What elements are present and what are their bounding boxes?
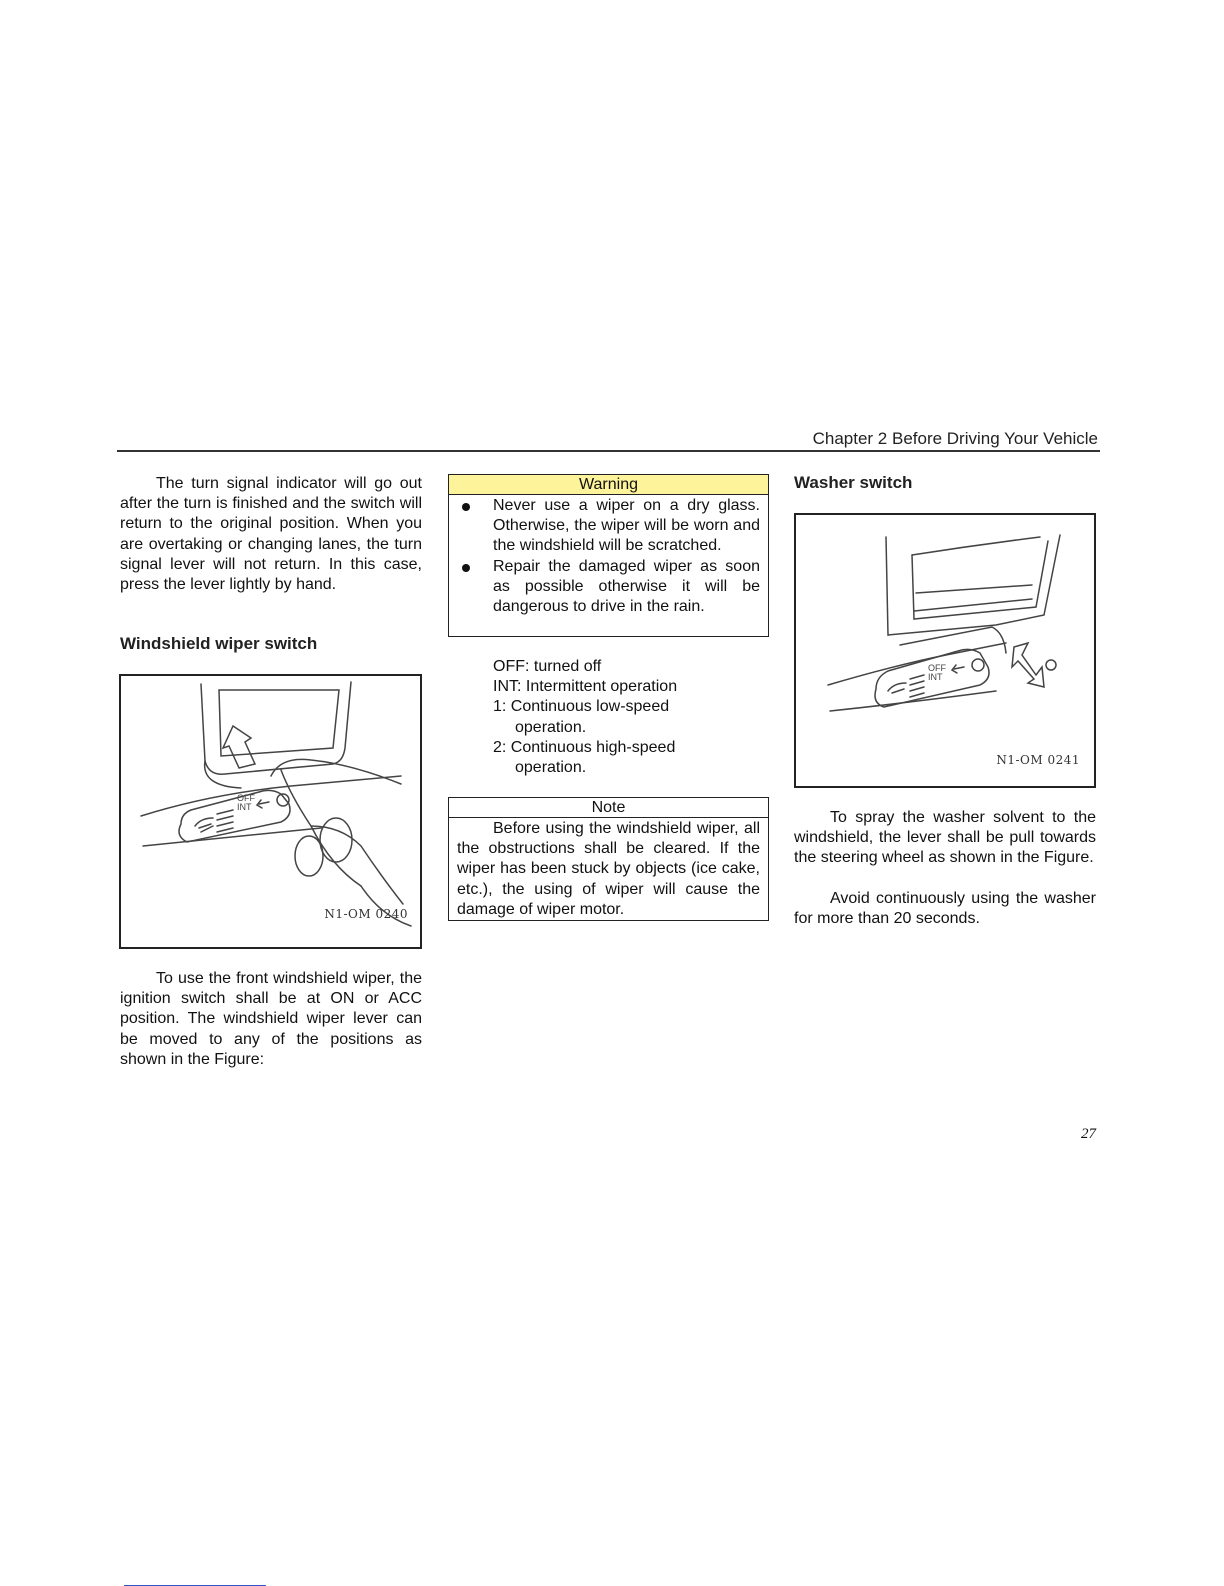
washer-off-label: OFF (928, 663, 946, 673)
wiper-positions-list (493, 657, 763, 778)
page-number: 27 (1081, 1126, 1096, 1142)
warning-title: Warning (449, 475, 768, 495)
position-2-continuation: operation. (515, 759, 587, 777)
position-1: 1: Continuous low-speed (493, 698, 670, 716)
note-box (448, 797, 769, 921)
left-intro-paragraph: The turn signal indicator will go out after the turn is finished and the switch will return to the original position. When you are overtaking or changing lanes, the turn signal lever will not return. In this case, press the lever lightly by hand. (120, 475, 422, 594)
note-text: Before using the windshield wiper, all the obstructions shall be cleared. If the wiper has been stuck by objects (ice cake, etc.), the using of wiper will cause the damage of wiper motor. (457, 820, 760, 918)
figure-code-0241: N1-OM 0241 (996, 753, 1080, 767)
position-1-continuation: operation. (515, 718, 587, 736)
washer-int-label: INT (928, 672, 943, 682)
washer-lever-illustration (796, 515, 1094, 786)
bullet-icon (462, 503, 470, 511)
warning-item-text: Repair the damaged wiper as soon as possible otherwise it will be dangerous to drive in the rain. (493, 557, 760, 616)
position-int: INT: Intermittent operation (493, 678, 678, 696)
warning-item (449, 496, 768, 557)
warning-box (448, 474, 769, 637)
warning-item-text: Never use a wiper on a dry glass. Otherwise, the wiper will be worn and the windshield will be scratched. (493, 497, 760, 555)
position-2: 2: Continuous high-speed (493, 738, 676, 756)
washer-switch-figure (794, 513, 1096, 788)
warning-item (449, 557, 768, 618)
note-title: Note (449, 798, 768, 818)
header-rule (117, 450, 1100, 452)
wiper-int-label: INT (237, 802, 252, 812)
position-off: OFF: turned off (493, 658, 602, 675)
wiper-off-label: OFF (237, 793, 255, 803)
wiper-switch-figure (119, 674, 422, 949)
washer-switch-heading: Washer switch (794, 473, 913, 492)
washer-paragraph-1: To spray the washer solvent to the windshield, the lever shall be pull towards the steering wheel as shown in the Figure. (794, 809, 1096, 867)
wiper-switch-heading: Windshield wiper switch (120, 634, 318, 653)
bullet-icon (462, 564, 470, 572)
left-closing-paragraph: To use the front windshield wiper, the ignition switch shall be at ON or ACC position. The windshield wiper lever can be moved to any of the positions as shown in the Figure: (120, 970, 422, 1068)
washer-paragraph-2: Avoid continuously using the washer for more than 20 seconds. (794, 890, 1096, 928)
figure-code-0240: N1-OM 0240 (324, 907, 408, 921)
chapter-title: Chapter 2 Before Driving Your Vehicle (812, 429, 1098, 448)
